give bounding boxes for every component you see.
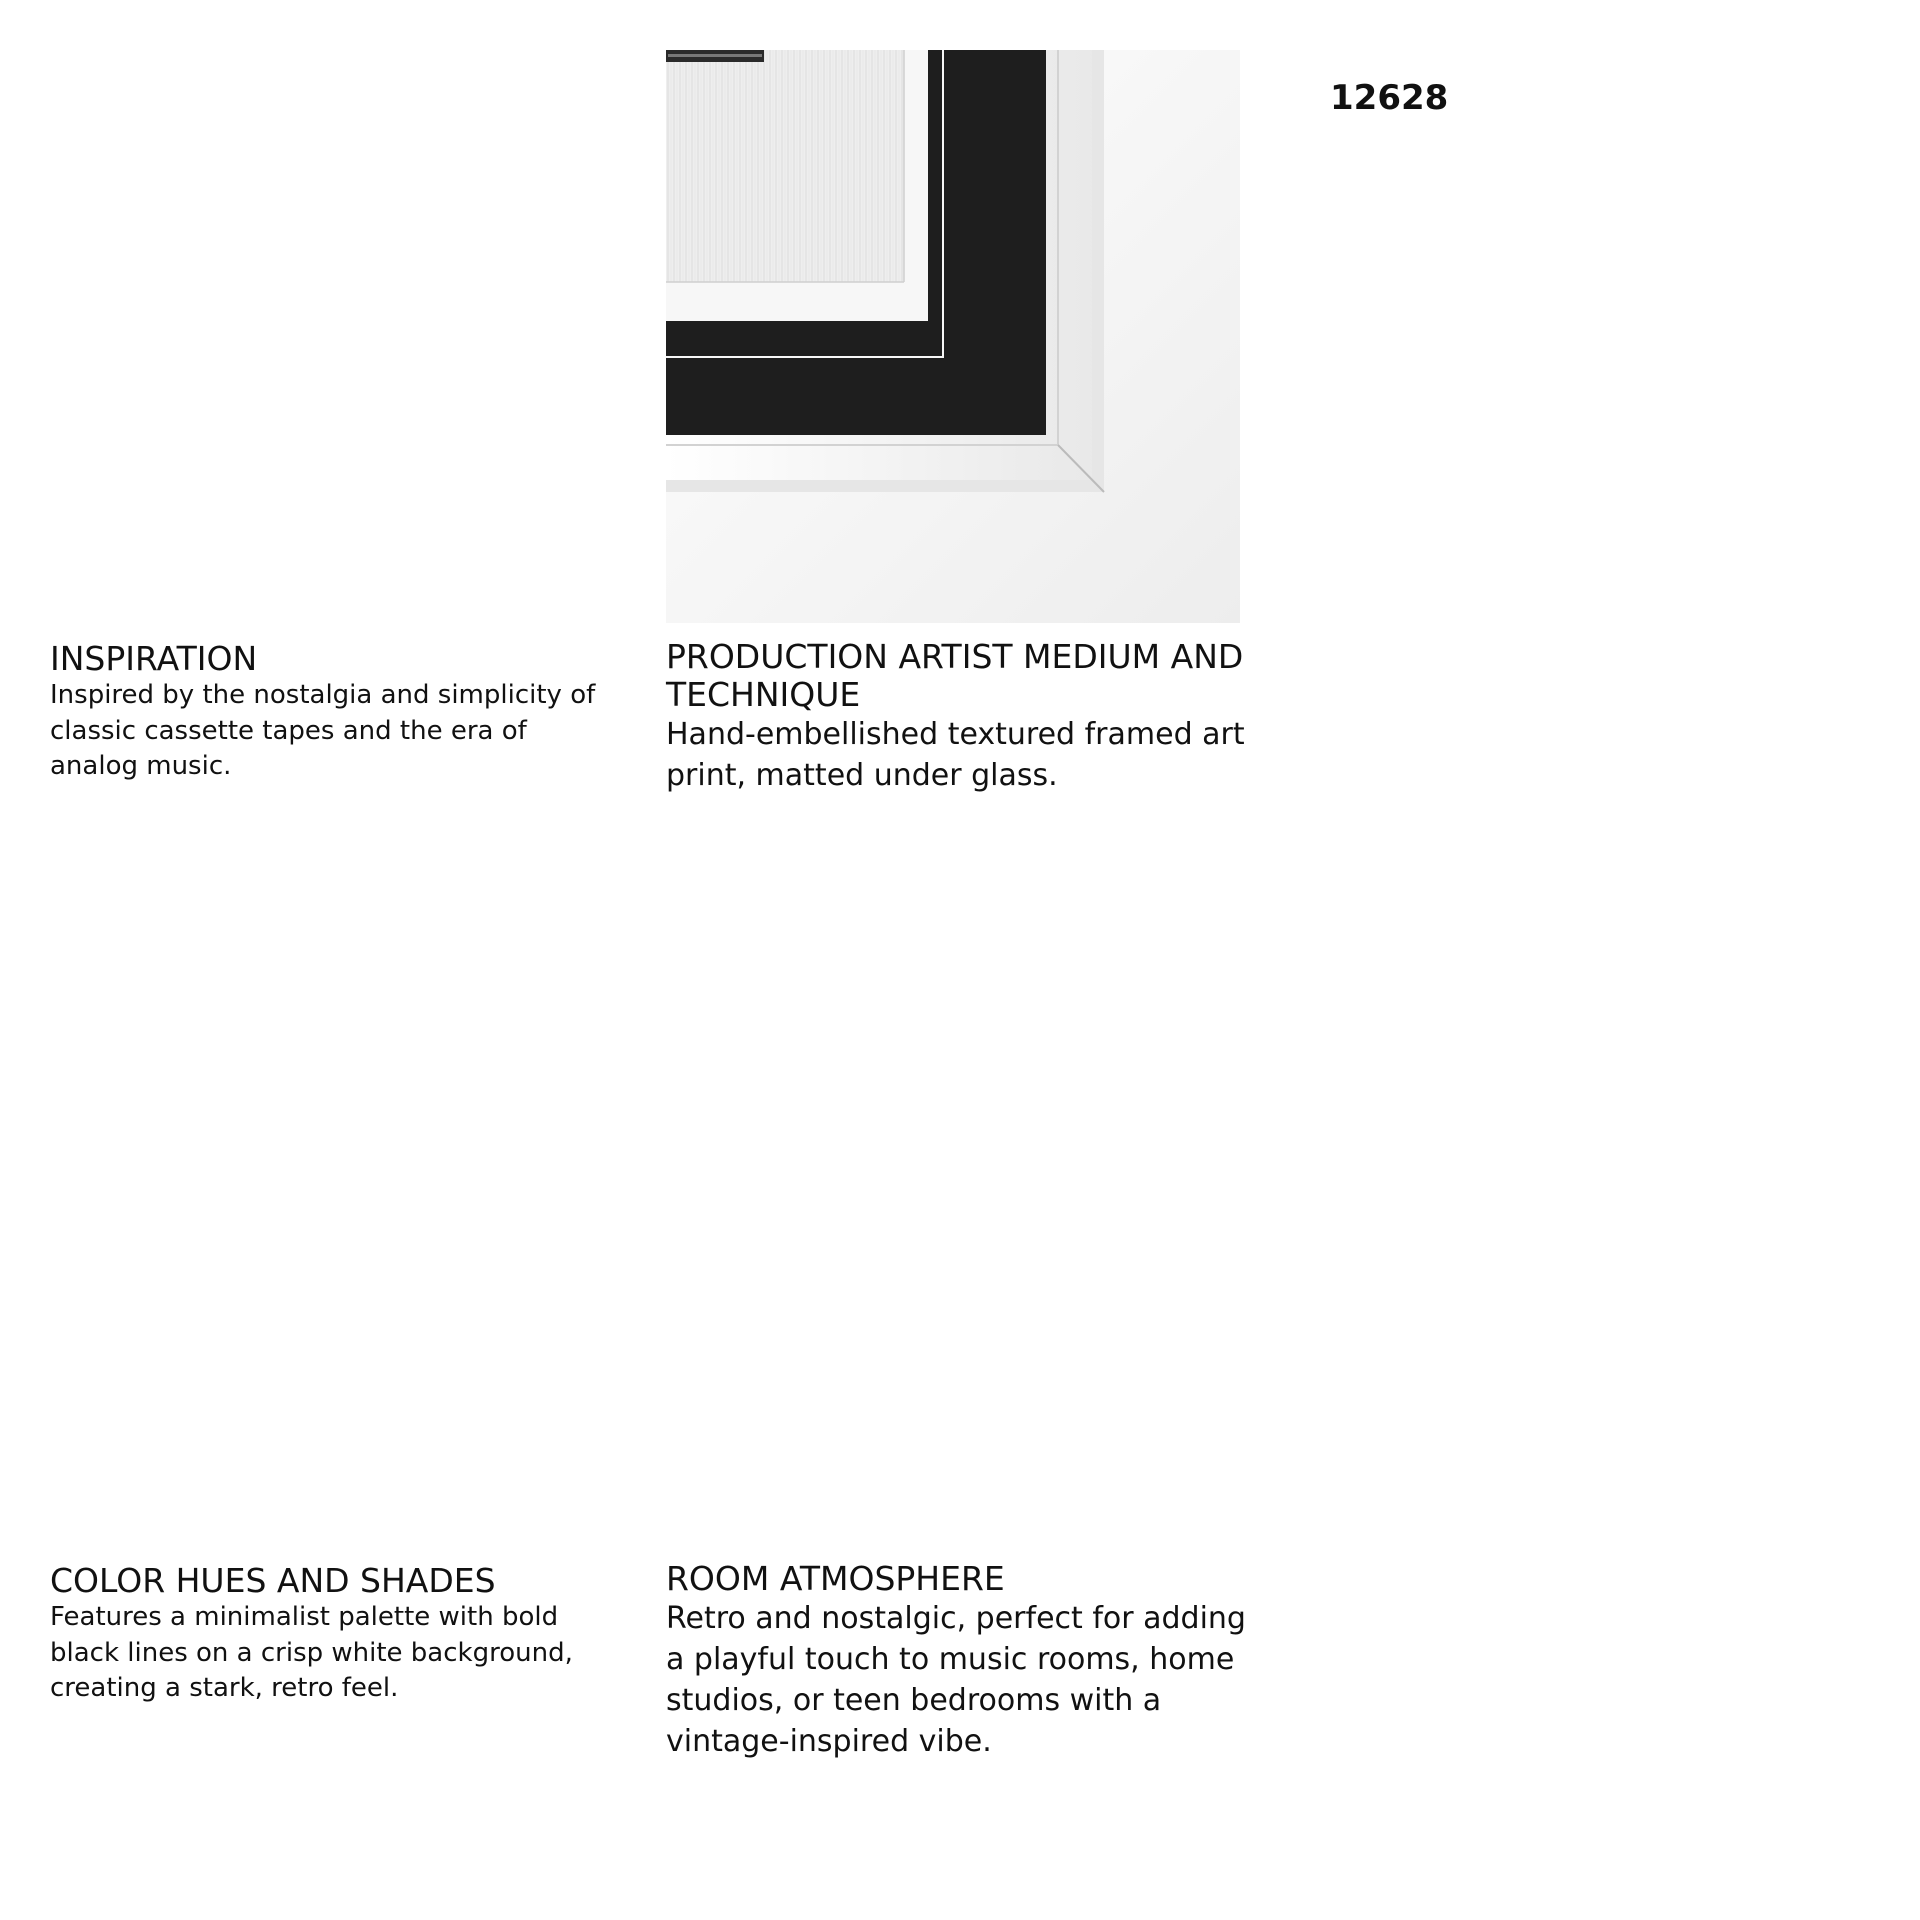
room-title: ROOM ATMOSPHERE: [666, 1559, 1005, 1598]
color-title: COLOR HUES AND SHADES: [50, 1561, 496, 1600]
color-body: Features a minimalist palette with bold black lines on a crisp white background, creating a stark, retro feel.: [50, 1601, 573, 1704]
inspiration-title: INSPIRATION: [50, 639, 258, 678]
color-section: [50, 1562, 620, 1707]
frame-edge-right: [1092, 50, 1104, 492]
inspiration-section: [50, 640, 610, 785]
frame-edge-bottom: [666, 480, 1104, 492]
production-body: Hand-embellished textured framed art print, matted under glass.: [666, 716, 1245, 793]
room-section: [666, 1560, 1246, 1762]
product-number: 12628: [1330, 78, 1449, 118]
production-title: PRODUCTION ARTIST MEDIUM AND TECHNIQUE: [666, 637, 1244, 714]
art-print: [666, 50, 904, 282]
inspiration-body: Inspired by the nostalgia and simplicity of classic cassette tapes and the era of analog music.: [50, 679, 596, 782]
room-body: Retro and nostalgic, perfect for adding a playful touch to music rooms, home studios, or teen bedrooms with a vintage-inspired vibe.: [666, 1600, 1246, 1760]
production-section: [666, 638, 1306, 796]
framed-art-corner-photo: [666, 50, 1240, 623]
